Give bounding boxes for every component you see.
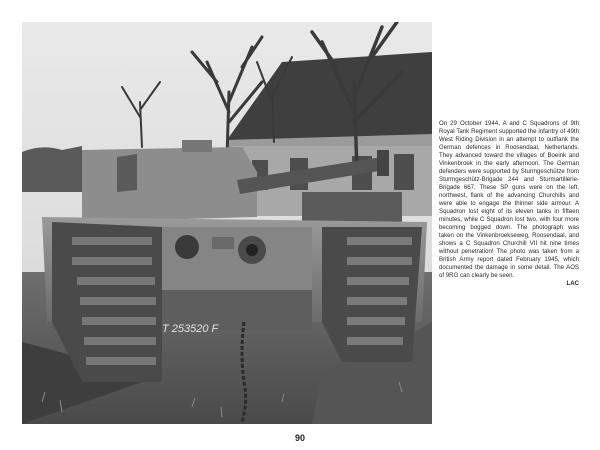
- photo-credit: LAC: [566, 280, 579, 287]
- page-number: 90: [294, 433, 305, 443]
- caption-text: On 29 October 1944, A and C Squadrons of 9th Royal Tank Regiment supported the infantry of 49th West Riding Division in an attempt to outflank the German defences in Roosendaal, Netherlands. They advanced toward the villages of Boeink and Vinkenbroek in the early afternoon. The German defenders were supported by Sturmgeschütze from Sturmgeschütz-Brigade 244 and Sturmartillerie-Brigade 667. These SP guns were on the left, northwest, flank of the advancing Churchills and were able to engage the thinner side armour. A Squadron lost eight of its eleven tanks in fifteen minutes, while C Squadron lost two, with four more becoming bogged down. The photograph was taken on the Vinkenbroekseweg, Roosendaal, and shows a C Squadron Churchill VII hit nine times without penetration! The photo was taken from a British Army report dated February 1945, which documented the damage in some detail. The AOS of 9RG can clearly be seen.: [439, 120, 579, 279]
- tank-photo-illustration: [22, 22, 432, 424]
- hull-marking: T 253520 F: [162, 323, 219, 335]
- tank-photograph: [22, 22, 432, 424]
- photo-caption: [439, 120, 579, 288]
